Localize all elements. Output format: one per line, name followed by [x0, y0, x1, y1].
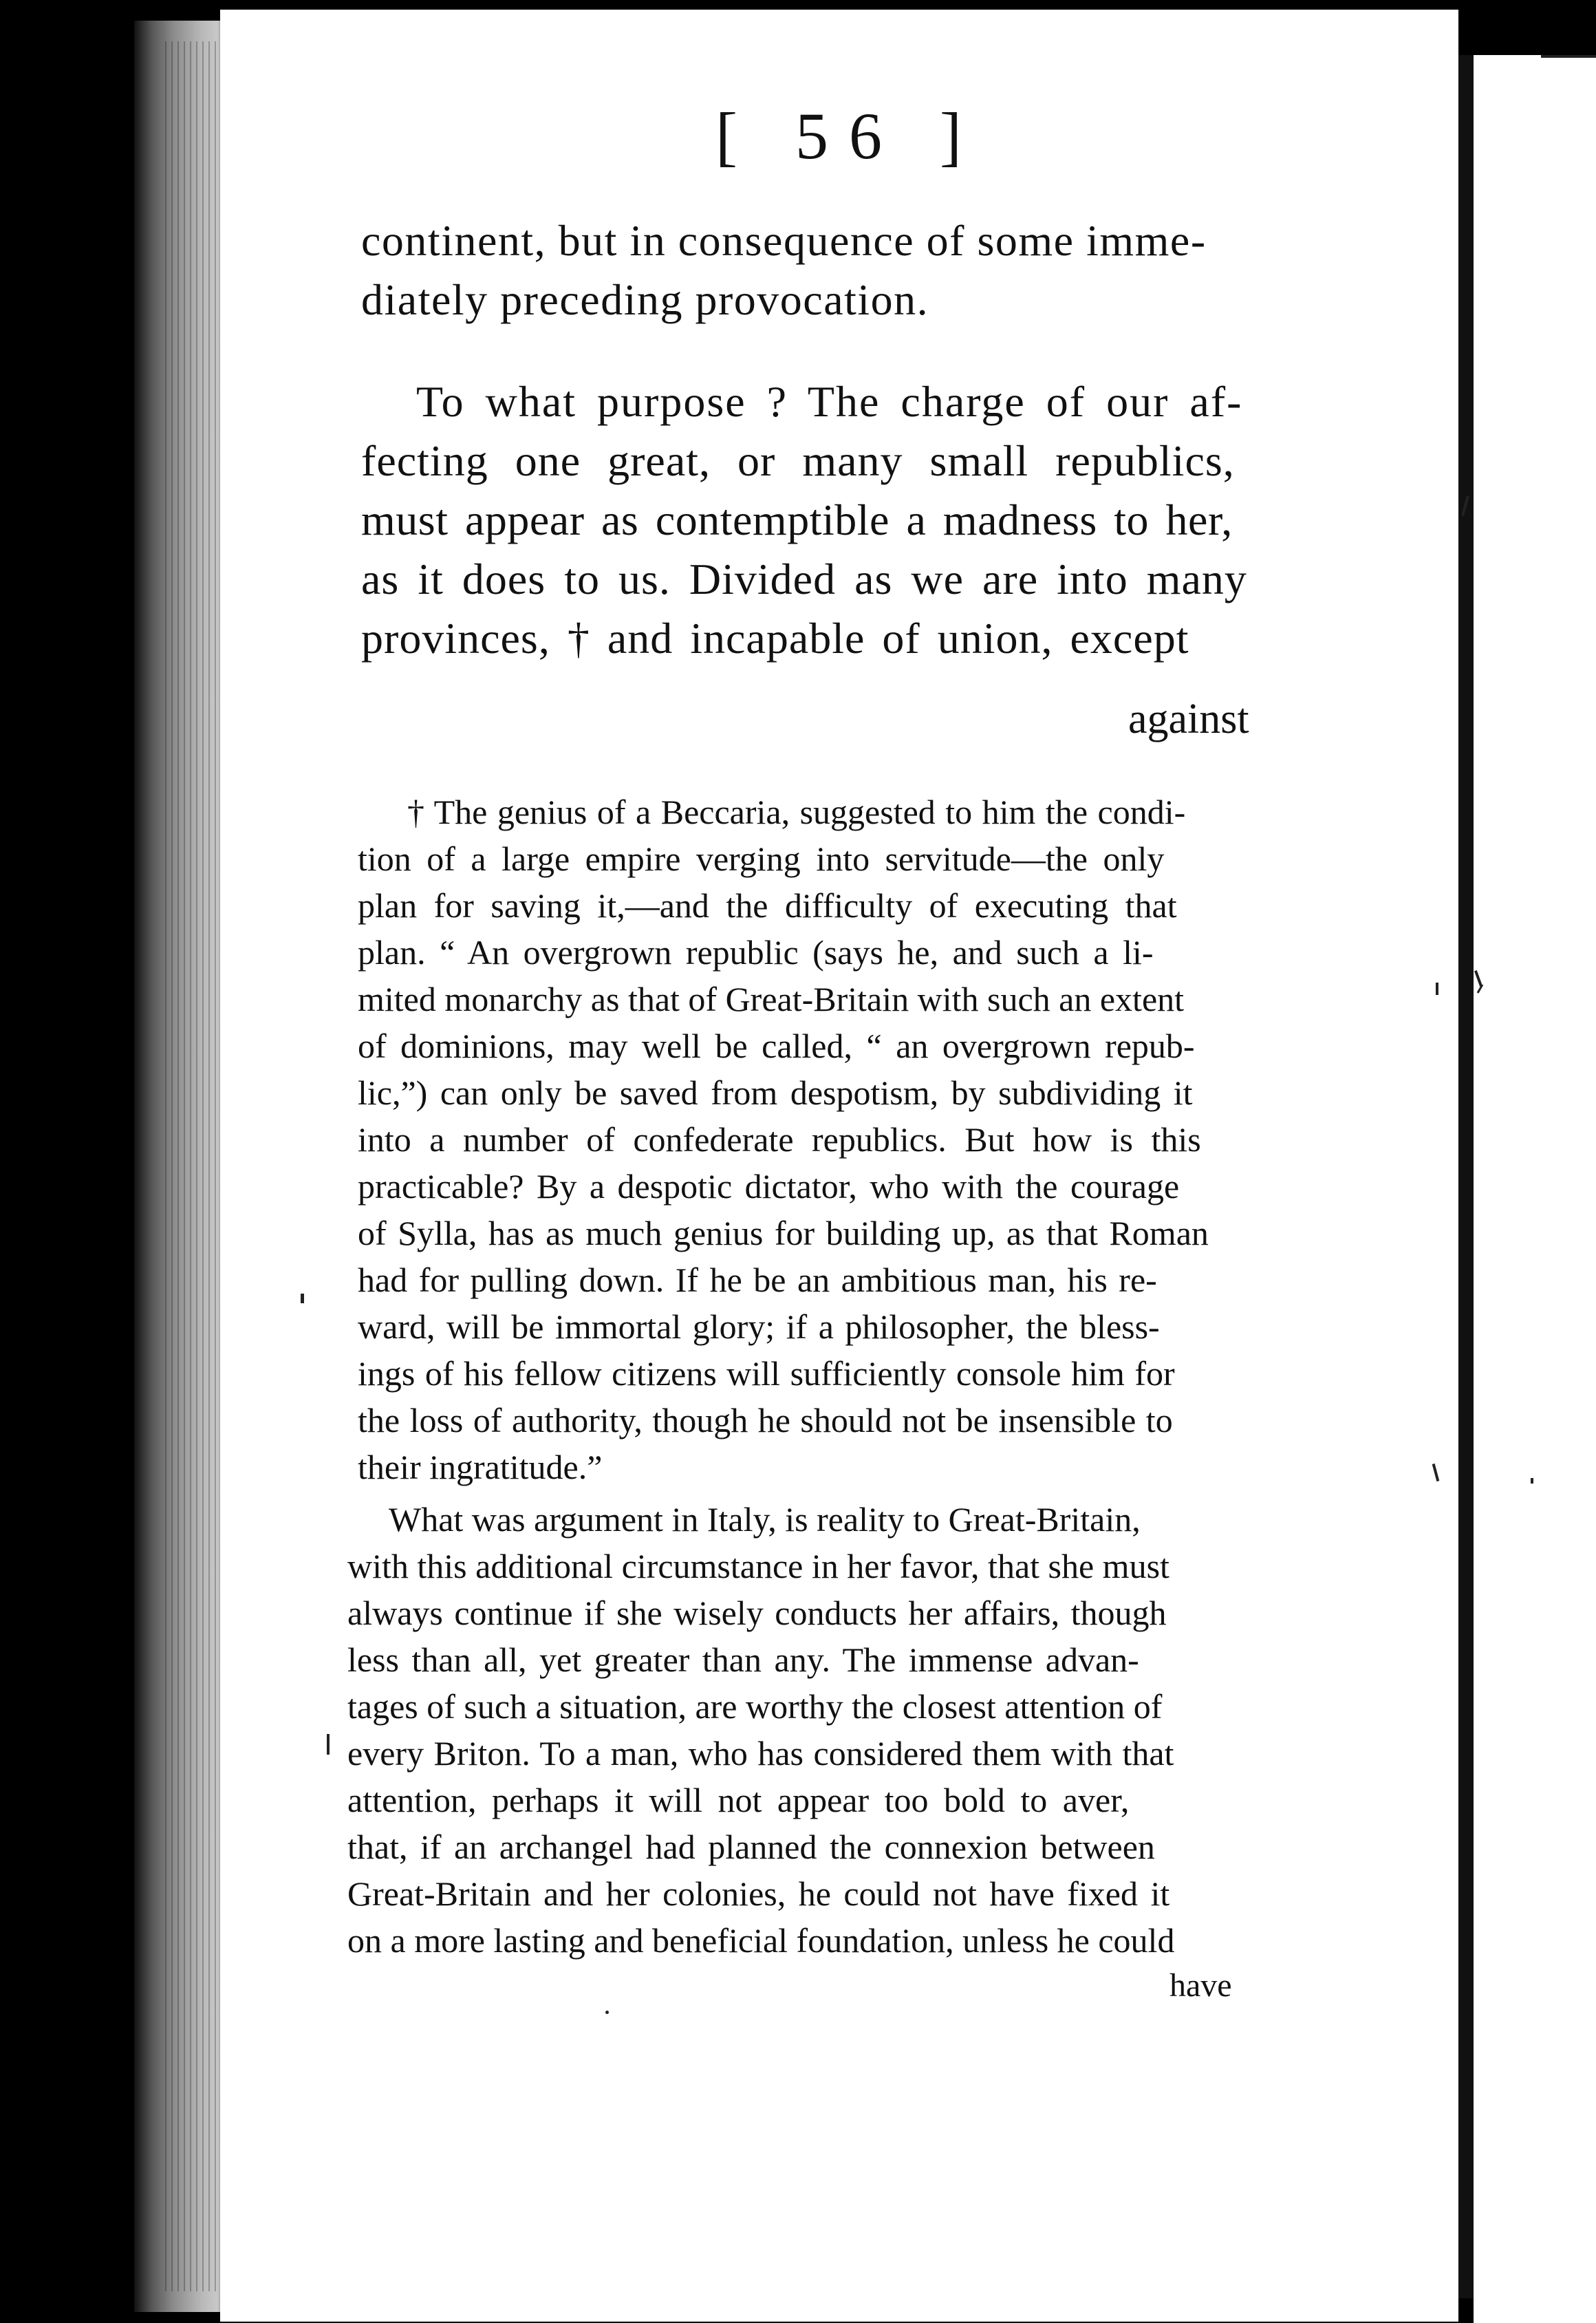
footnote-line: tion of a large empire verging into servitude—the only	[358, 839, 1165, 878]
scan-speck	[327, 1734, 330, 1755]
footnote-line: attention, perhaps it will not appear too bold to aver,	[347, 1781, 1130, 1819]
footnote-line: plan for saving it,—and the difficulty of executing that	[358, 886, 1177, 925]
footnote-line: plan. “ An overgrown republic (says he, and such a li-	[358, 933, 1154, 972]
footnote-line: ward, will be immortal glory; if a philosopher, the bless-	[358, 1307, 1160, 1346]
body-line: fecting one great, or many small republics,	[361, 436, 1235, 485]
body-line: provinces, † and incapable of union, except	[361, 614, 1189, 663]
footnote-line: the loss of authority, though he should not be insensible to	[358, 1401, 1173, 1439]
body-line: must appear as contemptible a madness to her,	[361, 495, 1233, 544]
footnote-line: with this additional circumstance in her favor, that she must	[347, 1547, 1169, 1585]
footnote-line: had for pulling down. If he be an ambitious man, his re-	[358, 1261, 1157, 1299]
body-line: To what purpose ? The charge of our af-	[416, 377, 1243, 426]
footnote-line: on a more lasting and beneficial foundation, unless he could	[347, 1921, 1175, 1960]
footnote-line: that, if an archangel had planned the connexion between	[347, 1828, 1155, 1866]
facing-page	[1474, 55, 1596, 2323]
body-line: continent, but in consequence of some imme-	[361, 216, 1207, 265]
body-line: diately preceding provocation.	[361, 275, 929, 324]
scan-speck	[301, 1294, 304, 1303]
footnote-line: every Briton. To a man, who has considered them with that	[347, 1734, 1174, 1773]
footnote-catchword: have	[1169, 1967, 1232, 2004]
footnote-line: less than all, yet greater than any. The immense advan-	[347, 1640, 1139, 1679]
footnote-line: mited monarchy as that of Great-Britain with such an extent	[358, 980, 1185, 1018]
footnote-line: lic,”) can only be saved from despotism, by subdividing it	[358, 1073, 1193, 1112]
footnote-line: their ingratitude.”	[358, 1448, 603, 1486]
footnote-line: † The genius of a Beccaria, suggested to him the condi-	[407, 793, 1186, 831]
facing-page-edge	[1458, 55, 1474, 2298]
scan-speck	[1436, 983, 1438, 995]
scan-speck	[1531, 1478, 1533, 1484]
footnote-line: of Sylla, has as much genius for building up, as that Roman	[358, 1214, 1209, 1252]
footnote-line: ings of his fellow citizens will sufficiently console him for	[358, 1354, 1175, 1393]
facing-page-rule	[1541, 55, 1596, 58]
footnote-line: practicable? By a despotic dictator, who with the courage	[358, 1167, 1180, 1206]
footnote-line: What was argument in Italy, is reality to Great-Britain,	[389, 1500, 1141, 1539]
footnote-line: tages of such a situation, are worthy the closest attention of	[347, 1687, 1163, 1726]
footnote-line: into a number of confederate republics. But how is this	[358, 1120, 1201, 1159]
page-number: [ 56 ]	[715, 99, 982, 173]
body-line: as it does to us. Divided as we are into many	[361, 555, 1247, 603]
page-edges	[165, 41, 220, 2291]
footnote-line: of dominions, may well be called, “ an overgrown repub-	[358, 1027, 1195, 1065]
scan-speck	[605, 2011, 609, 2014]
footnote-line: Great-Britain and her colonies, he could not have fixed it	[347, 1874, 1170, 1913]
book-page	[220, 10, 1458, 2322]
footnote-line: always continue if she wisely conducts her affairs, though	[347, 1594, 1167, 1632]
catchword: against	[1128, 696, 1249, 742]
